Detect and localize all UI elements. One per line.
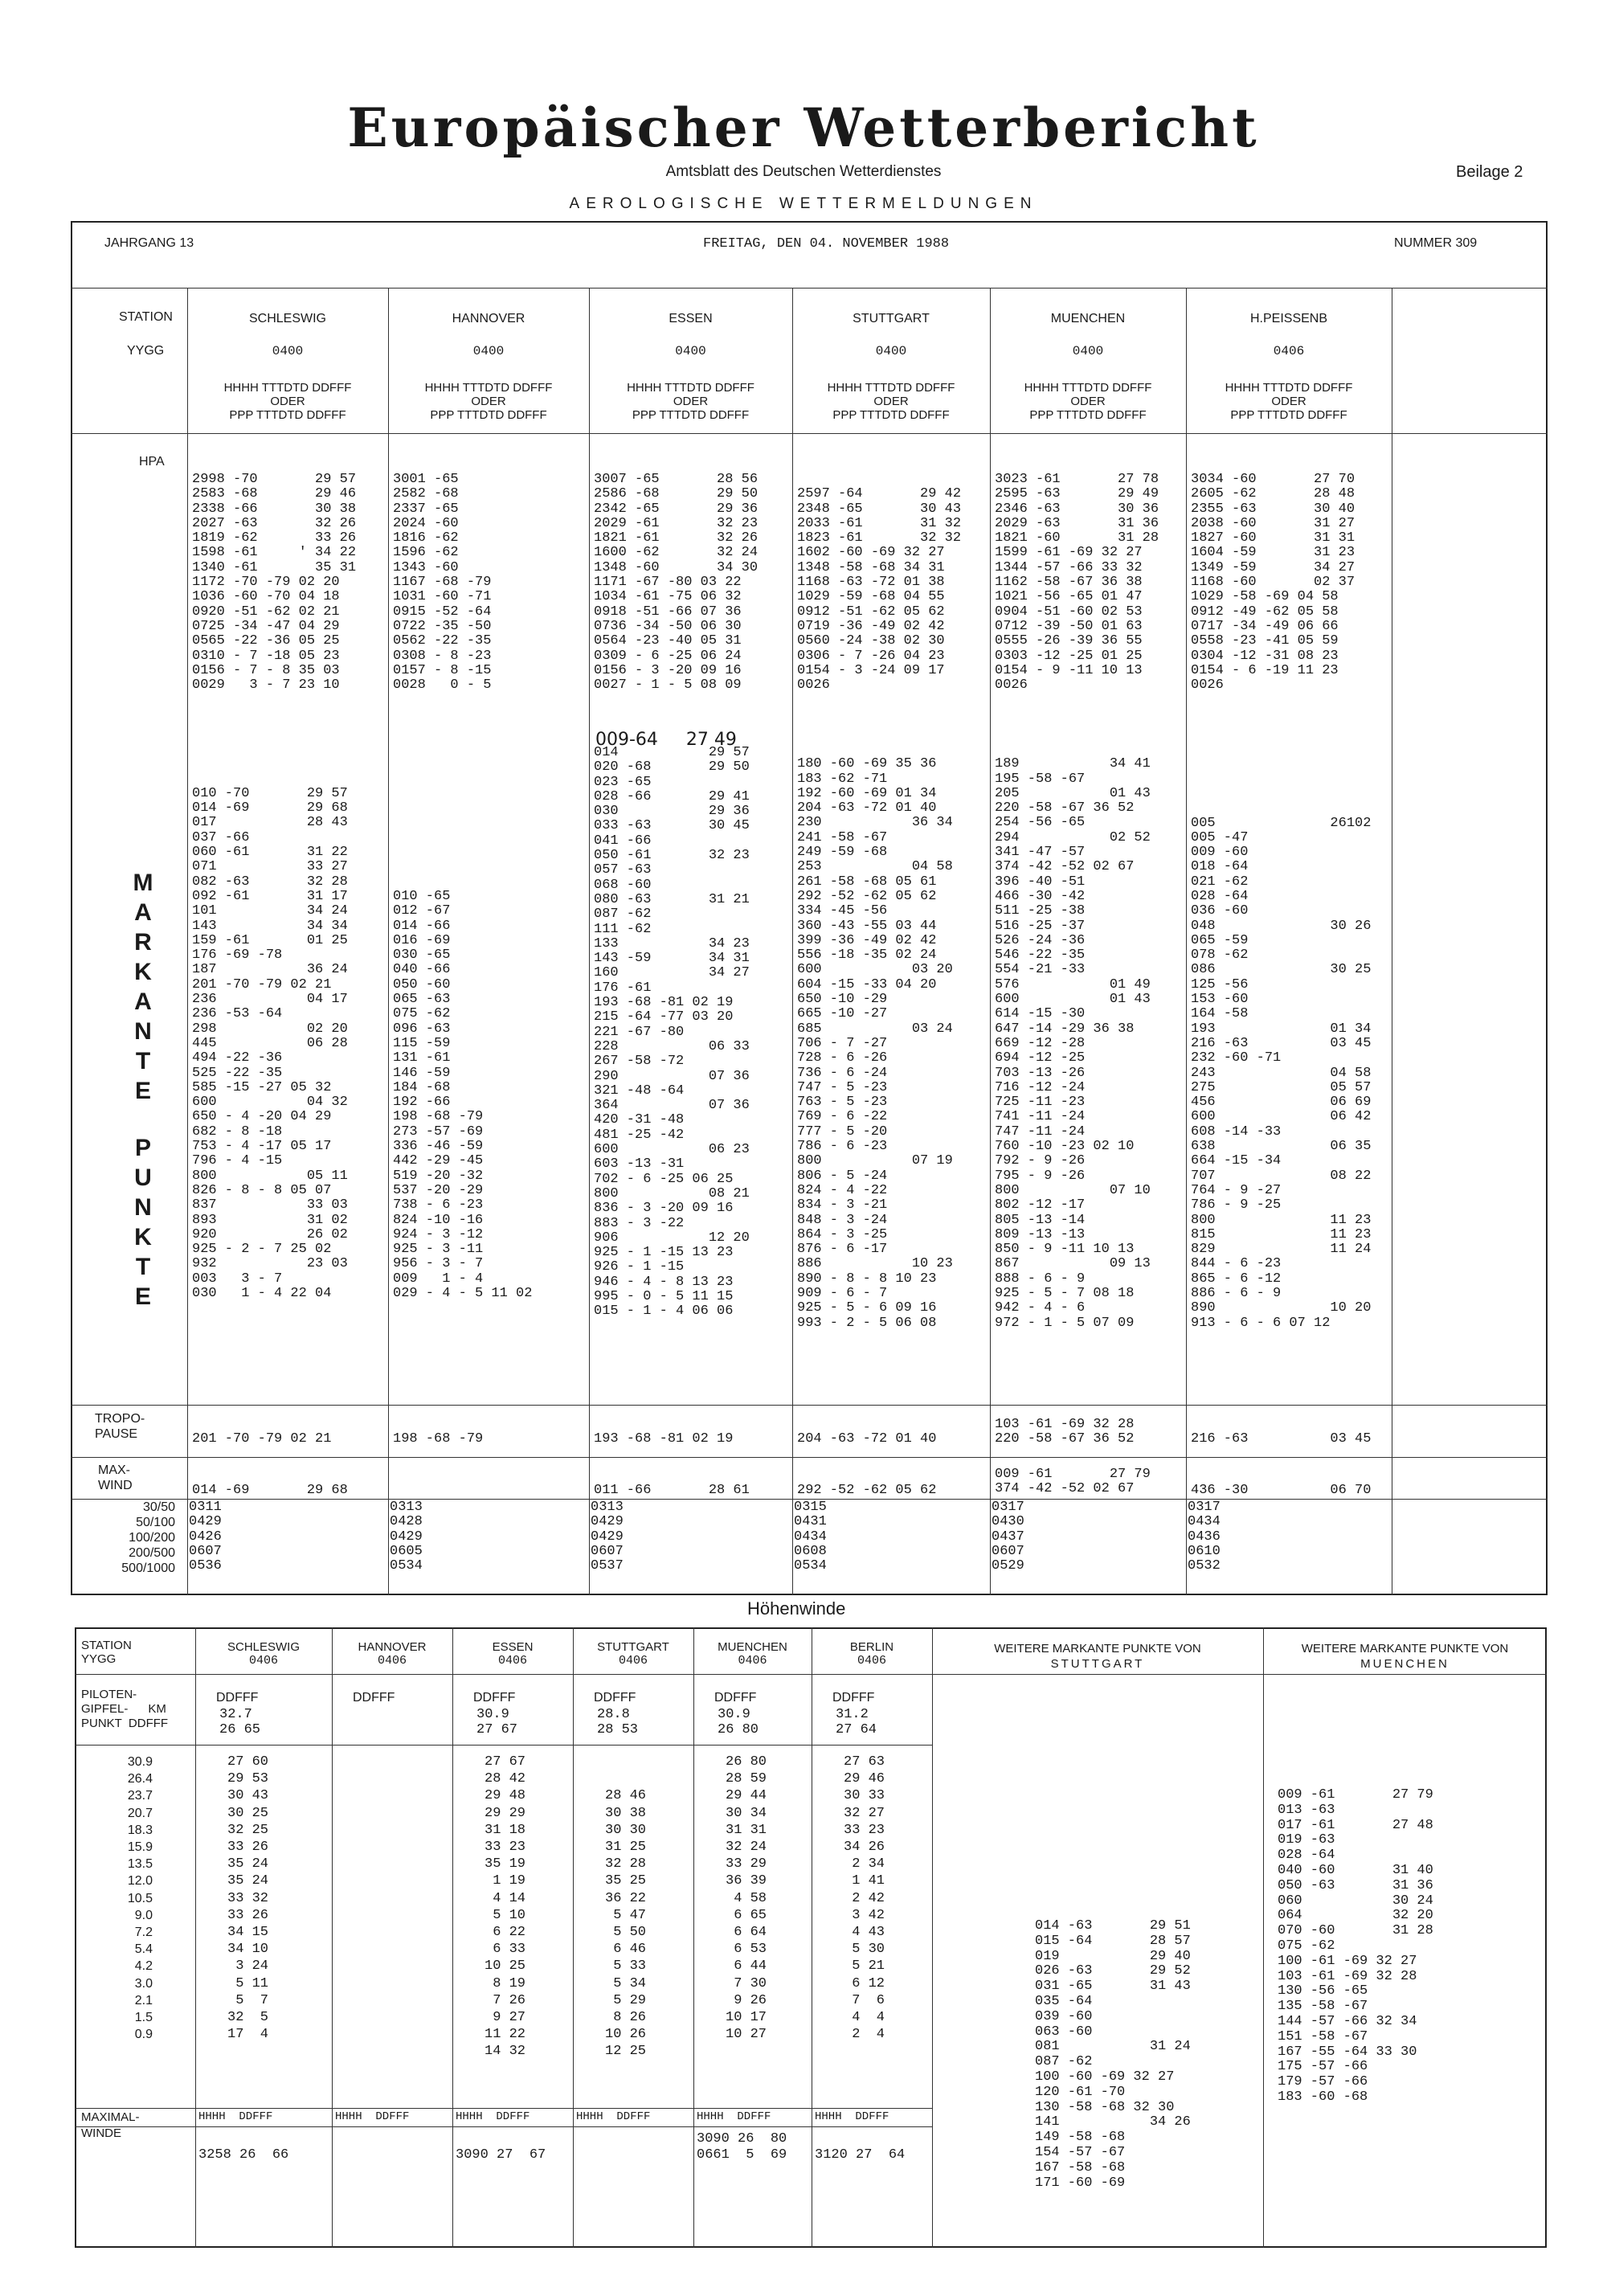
lower-observation-time: 0406: [248, 1654, 278, 1668]
maxwind-value: 436 -30 06 70: [1191, 1483, 1372, 1498]
gipfel-header: DDFFF: [714, 1691, 757, 1705]
markante-letter: T: [135, 1254, 151, 1280]
standard-levels: 3007 -65 28 56 2586 -68 29 50 2342 -65 29 36 2029 -61 32 23 1821 -61 32 26 1600 -62 32 24 1348 -60 34 30 1171 -67 -80 03 22 1034 -61 -75 06 32 0918 -51 -66 07 36 0736 -34 -50 06 30 0564 -23 -40 05 31 0309 - 6 -25 06 24 0156 - 3 -20 09 16 0027 - 1 - 5 08 09: [594, 472, 759, 694]
lower-station-name: ESSEN: [492, 1640, 534, 1654]
layer-labels: 30/50 50/100 100/200 200/500 500/1000: [121, 1500, 175, 1575]
wind-values: 28 46 30 38 30 30 31 25 32 28 35 25 36 22 5 47 5 50 6 46 5 33 5 34 5 29 8 26 10 26 12 25: [605, 1788, 647, 2060]
column-header: ODER: [270, 395, 305, 408]
markante-letter: A: [134, 988, 152, 1015]
maximal-header: HHHH DDFFF: [456, 2110, 530, 2123]
significant-points: 010 -70 29 57 014 -69 29 68 017 28 43 037 -66 060 -61 31 22 071 33 27 082 -63 32 28 092 -61 31 17 101 34 24 143 34 34 159 -61 01 25 176 -69 -78 187 36 24 201 -70 -79 02 21 236 04 17 236 -53 -64 298 02 20 445 06 28 494 -22 -36 525 -22 -35 585 -15 -27 05 32 600 04 32 650 - 4 -20 04 29 682 - 8 -18 753 - 4 -17 05 17 796 - 4 -15 800 05 11 826 - 8 - 8 05 07 837 33 03 893 31 02 920 26 02 925 - 2 - 7 25 02 932 23 03 003 3 - 7 030 1 - 4 22 04: [192, 785, 348, 1301]
wind-values: 27 63 29 46 30 33 32 27 33 23 34 26 2 34 1 41 2 42 3 42 4 43 5 30 5 21 6 12 7 6 4 4 2 4: [844, 1754, 885, 2043]
lower-observation-time: 0406: [377, 1654, 407, 1668]
significant-points: 180 -60 -69 35 36 183 -62 -71 192 -60 -69 01 34 204 -63 -72 01 40 230 36 34 241 -58 -67 249 -59 -68 253 04 58 261 -58 -68 05 61 292 -52 -62 05 62 334 -45 -56 360 -43 -55 03 44 399 -36 -49 02 42 556 -18 -35 02 24 600 03 20 604 -15 -33 04 20 650 -10 -29 665 -10 -27 685 03 24 706 - 7 -27 728 - 6 -26 736 - 6 -24 747 - 5 -23 763 - 5 -23 769 - 6 -22 777 - 5 -20 786 - 6 -23 800 07 19 806 - 5 -24 824 - 4 -22 834 - 3 -21 848 - 3 -24 864 - 3 -25 876 - 6 -17 886 10 23 890 - 8 - 8 10 23 909 - 6 - 7 925 - 5 - 6 09 16 993 - 2 - 5 06 08: [797, 756, 953, 1331]
maximal-header: HHHH DDFFF: [335, 2110, 410, 2123]
further-station: MUENCHEN: [1360, 1657, 1450, 1671]
maximal-header: HHHH DDFFF: [198, 2110, 273, 2123]
markante-letter: A: [134, 899, 152, 926]
maxwind-label: MAX- WIND: [98, 1463, 133, 1492]
column-header: PPP TTTDTD DDFFF: [1230, 408, 1347, 422]
further-header: WEITERE MARKANTE PUNKTE VON: [1301, 1642, 1509, 1655]
column-header: PPP TTTDTD DDFFF: [1029, 408, 1147, 422]
gipfel-values: 30.9 27 67: [476, 1707, 518, 1737]
lower-observation-time: 0406: [857, 1654, 886, 1668]
maximal-values: 3120 27 64: [815, 2147, 906, 2163]
significant-points: 014 29 57 020 -68 29 50 023 -65 028 -66 29 41 030 29 36 033 -63 30 45 041 -66 050 -61 32 23 057 -63 068 -60 080 -63 31 21 087 -62 111 -62 133 34 23 143 -59 34 31 160 34 27 176 -61 193 -68 -81 02 19 215 -64 -77 03 20 221 -67 -80 228 06 33 267 -58 -72 290 07 36 321 -48 -64 364 07 36 420 -31 -48 481 -25 -42 600 06 23 603 -13 -31 702 - 6 -25 06 25 800 08 21 836 - 3 -20 09 16 883 - 3 -22 906 12 20 925 - 1 -15 13 23 926 - 1 -15 946 - 4 - 8 13 23 995 - 0 - 5 11 15 015 - 1 - 4 06 06: [594, 745, 750, 1320]
wind-values: 26 80 28 59 29 44 30 34 31 31 32 24 33 29 36 39 4 58 6 65 6 64 6 53 6 44 7 30 9 26 10 17 10 27: [726, 1754, 767, 2043]
further-rows: 009 -61 27 79 013 -63 017 -61 27 48 019 -63 028 -64 040 -60 31 40 050 -63 31 36 060 30 24 064 32 20 070 -60 31 28 075 -62 100 -61 -69 32 27 103 -61 -69 32 28 130 -56 -65 135 -58 -67 144 -57 -66 32 34 151 -58 -67 167 -55 -64 33 30 175 -57 -66 179 -57 -66 183 -60 -68: [1278, 1787, 1433, 2105]
observation-time: 0400: [472, 344, 505, 358]
observation-time: 0400: [272, 344, 304, 358]
further-rows: 014 -63 29 51 015 -64 28 57 019 29 40 026 -63 29 52 031 -65 31 43 035 -64 039 -60 063 -60 081 31 24 087 -62 100 -60 -69 32 27 120 -61 -70 130 -58 -68 32 30 141 34 26 149 -58 -68 154 -57 -67 167 -58 -68 171 -60 -69: [1035, 1918, 1191, 2191]
column-header: PPP TTTDTD DDFFF: [430, 408, 547, 422]
tropopause-value: 198 -68 -79: [393, 1431, 484, 1447]
column-header: HHHH TTTDTD DDFFF: [223, 381, 352, 395]
lower-station-name: SCHLESWIG: [227, 1640, 300, 1654]
handwritten-entry: 009-64 27 49: [595, 730, 737, 750]
gipfel-header: DDFFF: [216, 1691, 259, 1705]
tropopause-value: 103 -61 -69 32 28 220 -58 -67 36 52: [995, 1417, 1135, 1447]
maxwind-value: 009 -61 27 79 374 -42 -52 02 67: [995, 1467, 1151, 1497]
lower-station-name: BERLIN: [849, 1640, 894, 1654]
issue-date: FREITAG, DEN 04. NOVEMBER 1988: [703, 236, 950, 252]
column-header: ODER: [471, 395, 506, 408]
maximal-values: 3090 27 67: [456, 2147, 546, 2163]
station-name: STUTTGART: [853, 312, 930, 325]
lower-station-name: STUTTGART: [597, 1640, 669, 1654]
maximal-header: HHHH DDFFF: [697, 2110, 771, 2123]
markante-letter: R: [134, 929, 152, 956]
maxwind-value: 292 -52 -62 05 62: [797, 1483, 937, 1498]
lower-station-name: HANNOVER: [358, 1640, 427, 1654]
column-header: PPP TTTDTD DDFFF: [832, 408, 950, 422]
column-header: ODER: [873, 395, 909, 408]
gipfel-header: DDFFF: [832, 1691, 875, 1705]
observation-time: 0400: [675, 344, 706, 358]
layer-thickness: 0313 0428 0429 0605 0534: [390, 1500, 423, 1574]
maximalwinde-label: MAXIMAL- WINDE: [81, 2110, 140, 2140]
wind-values: 27 67 28 42 29 48 29 29 31 18 33 23 35 19 1 19 4 14 5 10 6 22 6 33 10 25 8 19 7 26 9 27 11 22 14 32: [485, 1754, 526, 2060]
column-header: HHHH TTTDTD DDFFF: [1225, 381, 1353, 395]
gipfel-header: DDFFF: [473, 1691, 516, 1705]
gipfel-header: DDFFF: [353, 1691, 395, 1705]
maxwind-value: 011 -66 28 61: [594, 1483, 750, 1498]
beilage-label: Beilage 2: [1456, 163, 1523, 181]
significant-points: 010 -65 012 -67 014 -66 016 -69 030 -65 040 -66 050 -60 065 -63 075 -62 096 -63 115 -59 131 -61 146 -59 184 -68 192 -66 198 -68 -79 273 -57 -69 336 -46 -59 442 -29 -45 519 -20 -32 537 -20 -29 738 - 6 -23 824 -10 -16 924 - 3 -12 925 - 3 -11 956 - 3 - 7 009 1 - 4 029 - 4 - 5 11 02: [393, 889, 533, 1302]
lower-observation-time: 0406: [497, 1654, 527, 1668]
station-name: ESSEN: [669, 312, 713, 325]
gipfel-values: 32.7 26 65: [219, 1707, 261, 1737]
markante-letter: T: [135, 1048, 151, 1074]
markante-letter: P: [134, 1135, 151, 1161]
tropopause-value: 193 -68 -81 02 19: [594, 1431, 734, 1447]
maximal-header: HHHH DDFFF: [815, 2110, 889, 2123]
gipfel-values: 28.8 28 53: [597, 1707, 639, 1737]
maximal-values: 3090 26 80 0661 5 69: [697, 2131, 787, 2163]
maximal-header: HHHH DDFFF: [576, 2110, 651, 2123]
column-header: ODER: [1070, 395, 1106, 408]
standard-levels: 3023 -61 27 78 2595 -63 29 49 2346 -63 30 36 2029 -63 31 36 1821 -60 31 28 1599 -61 -69 32 27 1344 -57 -66 33 32 1162 -58 -67 36 38 1021 -56 -65 01 47 0904 -51 -60 02 53 0712 -39 -50 01 63 0555 -26 -39 36 55 0303 -12 -25 01 25 0154 - 9 -11 10 13 0026: [995, 472, 1159, 694]
height-levels: 30.9 26.4 23.7 20.7 18.3 15.9 13.5 12.0 10.5 9.0 7.2 5.4 4.2 3.0 2.1 1.5 0.9: [127, 1755, 153, 2042]
layer-thickness: 0317 0434 0436 0610 0532: [1188, 1500, 1221, 1574]
standard-levels: 3034 -60 27 70 2605 -62 28 48 2355 -63 30 40 2038 -60 31 27 1827 -60 31 31 1604 -59 31 23 1349 -59 34 27 1168 -60 02 37 1029 -58 -69 04 58 0912 -49 -62 05 58 0717 -34 -49 06 66 0558 -23 -41 05 59 0304 -12 -31 08 23 0154 - 6 -19 11 23 0026: [1191, 472, 1356, 694]
column-header: ODER: [673, 395, 709, 408]
further-station: STUTTGART: [1050, 1657, 1145, 1671]
gipfel-values: 30.9 26 80: [718, 1707, 759, 1737]
wind-values: 27 60 29 53 30 43 30 25 32 25 33 26 35 24 35 24 33 32 33 26 34 15 34 10 3 24 5 11 5 7 32 5 17 4: [227, 1754, 269, 2043]
observation-time: 0400: [1072, 344, 1104, 358]
markante-letter: E: [134, 1078, 151, 1104]
lower-observation-time: 0406: [738, 1654, 767, 1668]
piloten-gipfel-label: PILOTEN- GIPFEL- KM PUNKT DDFFF: [81, 1688, 169, 1730]
layer-thickness: 0311 0429 0426 0607 0536: [189, 1500, 222, 1574]
standard-levels: 2597 -64 29 42 2348 -65 30 43 2033 -61 31 32 1823 -61 32 32 1602 -60 -69 32 27 1348 -58 -68 34 31 1168 -63 -72 01 38 1029 -59 -68 04 55 0912 -51 -62 05 62 0719 -36 -49 02 42 0560 -24 -38 02 30 0306 - 7 -26 04 23 0154 - 3 -24 09 17 0026: [797, 486, 962, 694]
station-name: SCHLESWIG: [248, 312, 326, 325]
maxwind-value: 014 -69 29 68: [192, 1483, 348, 1498]
layer-thickness: 0313 0429 0429 0607 0537: [591, 1500, 624, 1574]
tropopause-value: 201 -70 -79 02 21: [192, 1431, 332, 1447]
column-header: HHHH TTTDTD DDFFF: [424, 381, 553, 395]
maximal-values: 3258 26 66: [198, 2147, 289, 2163]
standard-levels: 3001 -65 2582 -68 2337 -65 2024 -60 1816 -62 1596 -62 1343 -60 1167 -68 -79 1031 -60 -71 0915 -52 -64 0722 -35 -50 0562 -22 -35 0308 - 8 -23 0157 - 8 -15 0028 0 - 5: [393, 472, 492, 694]
tropopause-label: TROPO- PAUSE: [95, 1412, 145, 1441]
column-header: HHHH TTTDTD DDFFF: [827, 381, 955, 395]
column-header: PPP TTTDTD DDFFF: [632, 408, 750, 422]
tropopause-value: 216 -63 03 45: [1191, 1431, 1372, 1447]
publication-title: Europäischer Wetterbericht: [347, 96, 1260, 159]
markante-letter: N: [134, 1194, 152, 1221]
layer-thickness: 0317 0430 0437 0607 0529: [992, 1500, 1024, 1574]
gipfel-header: DDFFF: [594, 1691, 636, 1705]
lower-yygg-label: YYGG: [81, 1652, 117, 1666]
station-name: HANNOVER: [452, 312, 525, 325]
jahrgang-label: JAHRGANG 13: [104, 236, 194, 250]
standard-levels: 2998 -70 29 57 2583 -68 29 46 2338 -66 30 38 2027 -63 32 26 1819 -62 33 26 1598 -61 ' 34 22 1340 -61 35 31 1172 -70 -79 02 20 1036 -60 -70 04 18 0920 -51 -62 02 21 0725 -34 -47 04 29 0565 -22 -36 05 25 0310 - 7 -18 05 23 0156 - 7 - 8 35 03 0029 3 - 7 23 10: [192, 472, 357, 694]
publication-subtitle: Amtsblatt des Deutschen Wetterdienstes: [665, 163, 942, 180]
lower-station-label: STATION: [81, 1639, 132, 1652]
gipfel-values: 31.2 27 64: [836, 1707, 877, 1737]
markante-letter: E: [134, 1283, 151, 1310]
issue-number: NUMMER 309: [1394, 236, 1478, 250]
tropopause-value: 204 -63 -72 01 40: [797, 1431, 937, 1447]
station-name: MUENCHEN: [1050, 312, 1126, 325]
observation-time: 0400: [875, 344, 907, 358]
hpa-label: HPA: [139, 455, 165, 469]
markante-letter: K: [134, 1224, 152, 1250]
markante-letter: N: [134, 1018, 152, 1045]
section-title: AEROLOGISCHE WETTERMELDUNGEN: [569, 195, 1038, 212]
significant-points: 189 34 41 195 -58 -67 205 01 43 220 -58 -67 36 52 254 -56 -65 294 02 52 341 -47 -57 374 -42 -52 02 67 396 -40 -51 466 -30 -42 511 -25 -38 516 -25 -37 526 -24 -36 546 -22 -35 554 -21 -33 576 01 49 600 01 43 614 -15 -30 647 -14 -29 36 38 669 -12 -28 694 -12 -25 703 -13 -26 716 -12 -24 725 -11 -23 741 -11 -24 747 -11 -24 760 -10 -23 02 10 792 - 9 -26 795 - 9 -26 800 07 10 802 -12 -17 805 -13 -14 809 -13 -13 850 - 9 -11 10 13 867 09 13 888 - 6 - 9 925 - 5 - 7 08 18 942 - 4 - 6 972 - 1 - 5 07 09: [995, 756, 1151, 1331]
column-header: HHHH TTTDTD DDFFF: [1024, 381, 1152, 395]
markante-letter: U: [134, 1164, 152, 1191]
station-name: H.PEISSENB: [1249, 312, 1328, 325]
column-header: PPP TTTDTD DDFFF: [229, 408, 346, 422]
lower-station-name: MUENCHEN: [718, 1640, 787, 1654]
lower-observation-time: 0406: [618, 1654, 648, 1668]
markante-letter: K: [134, 959, 152, 985]
further-header: WEITERE MARKANTE PUNKTE VON: [994, 1642, 1201, 1655]
observation-time: 0406: [1273, 344, 1305, 358]
station-label: STATION: [119, 310, 173, 324]
markante-letter: M: [133, 870, 153, 896]
hoehenwinde-title: Höhenwinde: [747, 1598, 846, 1619]
column-header: HHHH TTTDTD DDFFF: [627, 381, 754, 395]
yygg-label: YYGG: [127, 344, 165, 358]
column-header: ODER: [1271, 395, 1306, 408]
significant-points: 005 26102 005 -47 009 -60 018 -64 021 -62 028 -64 036 -60 048 30 26 065 -59 078 -62 086 30 25 125 -56 153 -60 164 -58 193 01 34 216 -63 03 45 232 -60 -71 243 04 58 275 05 57 456 06 69 600 06 42 608 -14 -33 638 06 35 664 -15 -34 707 08 22 764 - 9 -27 786 - 9 -25 800 11 23 815 11 23 829 11 24 844 - 6 -23 865 - 6 -12 886 - 6 - 9 890 10 20 913 - 6 - 6 07 12: [1191, 815, 1372, 1331]
layer-thickness: 0315 0431 0434 0608 0534: [794, 1500, 827, 1574]
